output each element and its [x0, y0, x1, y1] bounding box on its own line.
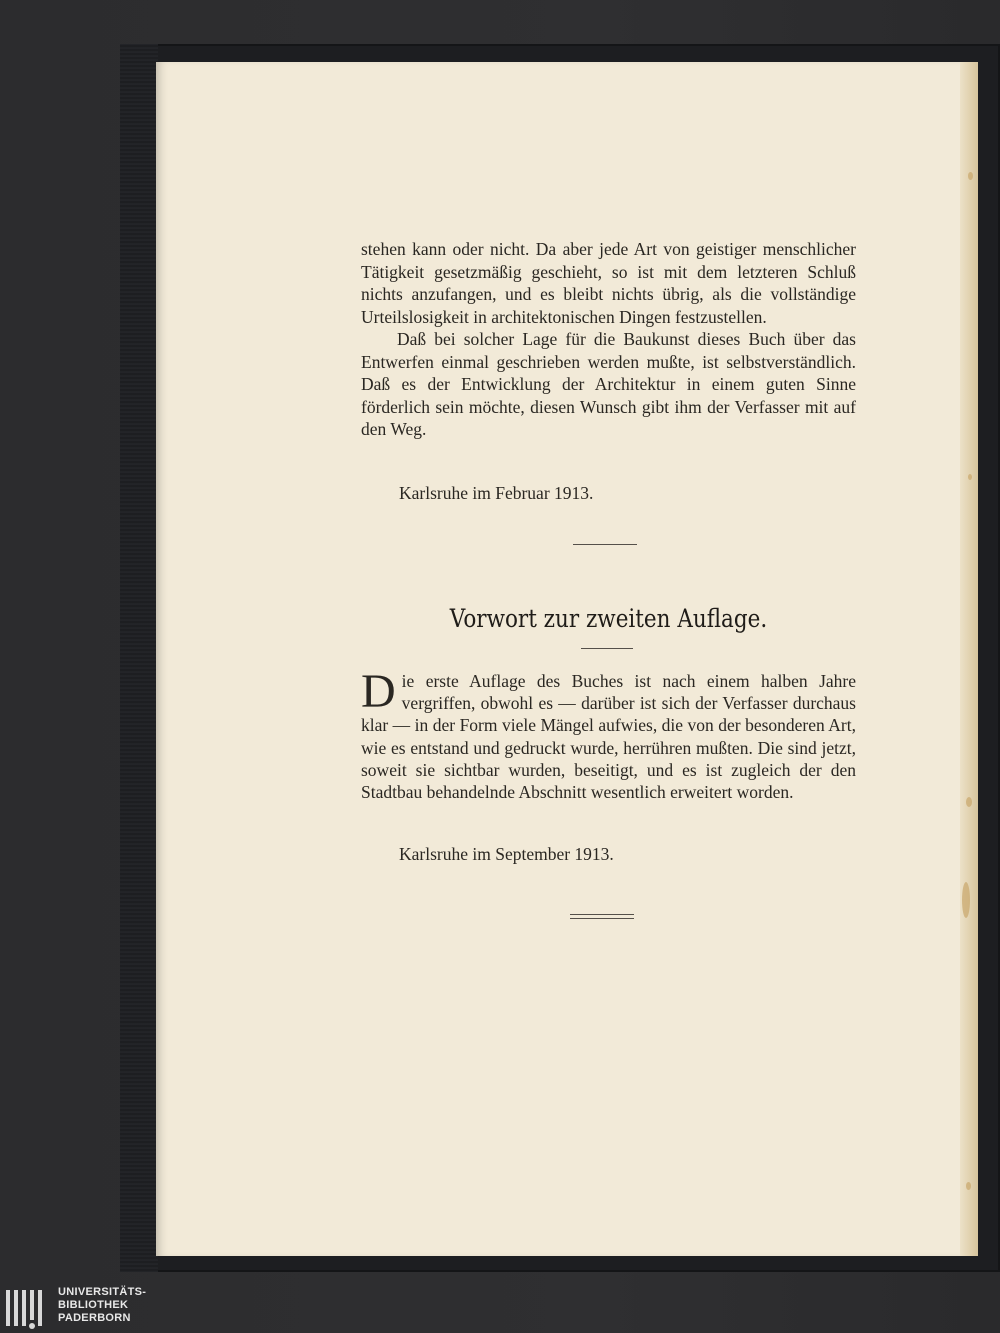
place-date-first: Karlsruhe im Februar 1913. [399, 483, 594, 503]
end-divider [570, 914, 634, 915]
foxing-spot [962, 882, 970, 918]
logo-line: BIBLIOTHEK [58, 1299, 129, 1311]
paragraph: Daß bei solcher Lage für die Baukunst dieses Buch über das Entwerfen einmal geschrieben werden mußte, ist selbstverständlich. Daß es der Entwicklung der Architektur in einem guten Sinne förderlich sein möchte, diesen Wunsch gibt ihm der Verfasser mit auf den Weg. [361, 329, 856, 439]
paragraph: stehen kann oder nicht. Da aber jede Art von geistiger menschlicher Tätigkeit gesetzmäßig geschieht, so ist mit dem letzteren Schluß nichts anzufangen, und es bleibt nichts übrig, als die vollständige Urteilslosigkeit in architektonischen Dingen festzustellen. [361, 239, 856, 327]
section-divider [573, 544, 637, 545]
end-divider [570, 918, 634, 919]
logo-line: PADERBORN [58, 1312, 131, 1324]
page-edge [960, 62, 978, 1256]
binding-spine-texture [120, 44, 158, 1272]
place-date-second: Karlsruhe im September 1913. [399, 844, 614, 864]
preface-text-continued [361, 238, 856, 441]
foxing-spot [968, 172, 973, 180]
foxing-spot [966, 797, 972, 807]
paragraph: ie erste Auflage des Buches ist nach einem halben Jahre vergriffen, obwohl es — darüber ist sich der Verfasser durchaus klar — in der Form viele Mängel aufwies, die von der besonderen Art, wie es entstand und gedruckt wurde, herrühren mußten. Die sind jetzt, soweit sie sichtbar wurden, beseitigt, und es ist zugleich der den Stadtbau behandelnde Abschnitt wesentlich erweitert worden. [361, 671, 856, 803]
drop-cap: D [361, 665, 396, 718]
second-edition-preface [361, 665, 856, 803]
foxing-spot [966, 1182, 971, 1190]
heading-underline [581, 648, 633, 649]
logo-line: UNIVERSITÄTS- [58, 1286, 147, 1298]
section-heading: Vorwort zur zweiten Auflage. [449, 604, 768, 633]
library-logo [4, 1286, 164, 1332]
library-logo-icon [4, 1286, 50, 1332]
foxing-spot [968, 474, 972, 480]
library-logo-text [58, 1286, 146, 1325]
